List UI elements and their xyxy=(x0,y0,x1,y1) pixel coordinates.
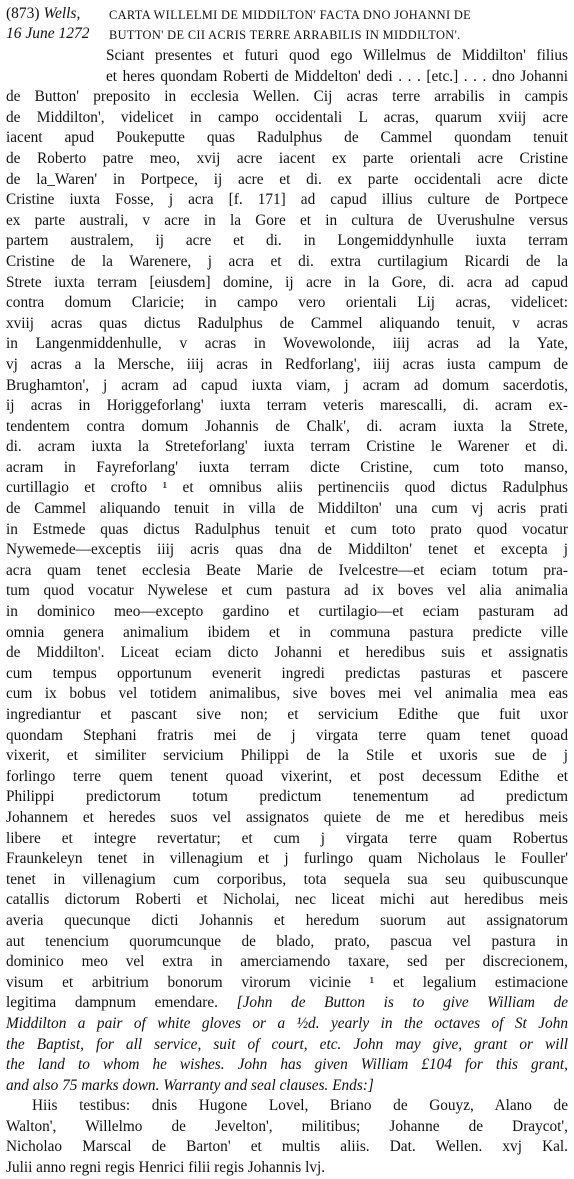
charter-text-line: di. acram iuxta la Streteforlang' iuxta terram Cristine le Warener et di. xyxy=(6,438,568,456)
summary-line: the land to whom he wishes. John has given William £104 for this grant, xyxy=(6,1056,568,1074)
charter-text-line: de Button' preposito in ecclesia Wellen. Cij acras terre arrabilis in campis xyxy=(6,88,568,106)
charter-text-line: Cristine iuxta Fosse, j acra [f. 171] ad capud illius culture de Portpece xyxy=(6,191,568,209)
charter-title xyxy=(109,5,567,45)
entry-number: (873) xyxy=(6,5,40,22)
charter-text-line: Cristine de la Warenere, j acra et di. extra curtilagium Ricardi de la xyxy=(6,252,568,270)
summary-line: the Baptist, for all service, suit of court, etc. John may give, grant or will xyxy=(6,1035,568,1053)
charter-title-line-2: BUTTON' DE CII ACRIS TERRE ARRABILIS IN MIDDILTON'. xyxy=(109,28,461,42)
entry-place: Wells, xyxy=(43,5,81,22)
charter-text-line: de la_Waren' in Portpece, ij acre et di. ex parte occidentali acre dicte xyxy=(6,170,568,188)
charter-text-line: ingrediantur et pascant sive non; et servicium Edithe que fuit uxor xyxy=(6,706,568,723)
charter-text-line: in Estmede quas dictus Radulphus tenuit et cum toto prato quod vocatur xyxy=(6,520,568,538)
charter-text-line: acra quam tenet ecclesia Beate Marie de Ivelcestre—et eciam totum pra- xyxy=(6,561,568,579)
charter-text-line: Brughamton', j acram ad capud iuxta viam, j acram ad domum sacerdotis, xyxy=(6,376,568,394)
entry-meta xyxy=(6,4,98,44)
charter-text-line: cum tempus opportunum evenerit ingredi predictas pasturas et pascere xyxy=(6,664,568,682)
witness-line: Nicholao Marscal de Barton' et multis aliis. Dat. Wellen. xvj Kal. xyxy=(6,1138,568,1156)
charter-text-line: libere et integre revertatur; et cum j virgata terre quam Robertus xyxy=(6,829,568,847)
charter-text-line: forlingo terre quem tenent quoad vixerint, et post decessum Edithe et xyxy=(6,767,568,785)
charter-text-line: in Langenmiddenhulle, v acras in Wovewolonde, iiij acras ad la Yate, xyxy=(6,335,568,353)
charter-text-line: Fraunkeleyn tenet in villenagium et j furlingo quam Nicholaus le Fouller' xyxy=(6,850,568,868)
charter-text-line: curtillagio et crofto ¹ et omnibus aliis pertinenciis quod dictus Radulphus xyxy=(6,479,568,497)
summary-line: and also 75 marks down. Warranty and seal clauses. Ends:] xyxy=(6,1076,374,1094)
charter-text-line: catallis dictorum Roberti et Nicholai, nec liceat michi aut heredibus meis xyxy=(6,891,568,909)
charter-text-line: et heres quondam Roberti de Middelton' dedi . . . [etc.] . . . dno Johanni xyxy=(106,67,568,85)
charter-text-line: xviij acras quas dictus Radulphus de Cammel aliquando tenuit, v acras xyxy=(6,314,568,332)
charter-text-line: tenet in villenagium cum corporibus, tota sequela sua seu quibuscunque xyxy=(6,870,568,888)
charter-text-line: omnia genera animalium ibidem et in communa pastura predicte ville xyxy=(6,623,568,641)
entry-number-place-line xyxy=(6,4,98,24)
charter-text-line: contra domum Claricie; in campo vero orientali Lij acras, videlicet: xyxy=(6,294,568,312)
charter-text-end: legitima dampnum emendare. xyxy=(6,994,218,1012)
charter-text-line: Strete iuxta terram [eiusdem] domine, ij acre in la Gore, di. acra ad capud xyxy=(6,273,568,291)
charter-text-line: Nywemede—exceptis iiij acris quas dna de Middilton' tenet et excepta j xyxy=(6,541,568,559)
charter-body xyxy=(6,46,568,1179)
charter-text-line xyxy=(6,993,568,1014)
charter-text-line: ij acras in Horiggeforlang' iuxta terram veteris marescalli, di. acram ex- xyxy=(6,397,568,415)
charter-text-line: tum quod vocatur Nywelese et cum pastura ad ix boves vel alia animalia xyxy=(6,582,568,600)
charter-text-line: de Middilton', videlicet in campo occidentali L acras, quarum xviij acre xyxy=(6,108,568,126)
charter-text-line: dominico meo vel extra in amerciamendo taxare, sed per discrecionem, xyxy=(6,953,568,971)
witness-line: Walton', Willelmo de Jevelton', militibus; Johanne de Draycot', xyxy=(6,1117,568,1135)
charter-text-line: averia quecunque dicti Johannis et heredum suorum aut assignatorum xyxy=(6,911,568,929)
witness-line: Hiis testibus: dnis Hugone Lovel, Briano de Gouyz, Alano de xyxy=(32,1097,568,1115)
charter-text-line: visum et arbitrium bonorum virorum vicinie ¹ et legalium estimacione xyxy=(6,973,568,991)
charter-text-line: acram in Fayreforlang' iuxta terram dicte Cristine, cum toto manso, xyxy=(6,458,568,476)
charter-text-line: Johannem et heredes suos vel assignatos quiete de me et heredibus meis xyxy=(6,808,568,826)
charter-text-line: de Middilton'. Liceat eciam dicto Johanni et heredibus suis et assignatis xyxy=(6,644,568,662)
charter-text-line: cum ix bobus vel totidem animalibus, sive boves mei vel animalia mea eas xyxy=(6,685,568,703)
charter-text-line: tendentem contra domum Johannis de Chalk', di. acram iuxta la Strete, xyxy=(6,417,568,435)
summary-text-start: [John de Button is to give William de xyxy=(236,994,569,1012)
charter-text-line: quondam Stephani fratris mei de j virgata terre quam tenet quoad xyxy=(6,726,568,744)
entry-header xyxy=(6,4,568,46)
charter-text-line: de Roberto patre meo, xvij acre iacent ex parte orientali acre Cristine xyxy=(6,149,568,167)
charter-text-line: partem australem, ij acre et di. in Longemiddynhulle iuxta terram xyxy=(6,232,568,250)
charter-text-line: aut tenencium quorumcunque de blado, prato, pascua vel pastura in xyxy=(6,932,568,950)
charter-text-line: vj acras a la Mersche, iiij acras in Redforlang', iiij acras iusta campum de xyxy=(6,355,568,373)
charter-text-line: in dominico meo—excepto gardino et curtilagio—et eciam pasturam ad xyxy=(6,603,568,621)
charter-text-line: iacent apud Poukeputte quas Radulphus de Cammel quondam tenuit xyxy=(6,129,568,147)
charter-text-line: Sciant presentes et futuri quod ego Willelmus de Middilton' filius xyxy=(106,47,568,64)
charter-text-line: de Cammel aliquando tenuit in villa de Middilton' una cum vj acris prati xyxy=(6,500,568,518)
summary-line: Middilton a pair of white gloves or a ½d. yearly in the octaves of St John xyxy=(6,1014,568,1032)
document-page xyxy=(6,4,569,1177)
charter-text-line: ex parte australi, v acre in la Gore et in cultura de Uverushulne versus xyxy=(6,211,568,229)
witness-line: Julii anno regni regis Henrici filii regis Johannis lvj. xyxy=(6,1159,326,1177)
entry-date: 16 June 1272 xyxy=(6,25,90,42)
charter-text-line: vixerit, et similiter servicium Philippi de la Stile et uxoris sue de j xyxy=(6,747,568,765)
charter-text-line: Philippi predictorum totum predictum tenementum ad predictum xyxy=(6,788,568,806)
charter-title-line-1: CARTA WILLELMI DE MIDDILTON' FACTA DNO JOHANNI DE xyxy=(109,8,472,22)
